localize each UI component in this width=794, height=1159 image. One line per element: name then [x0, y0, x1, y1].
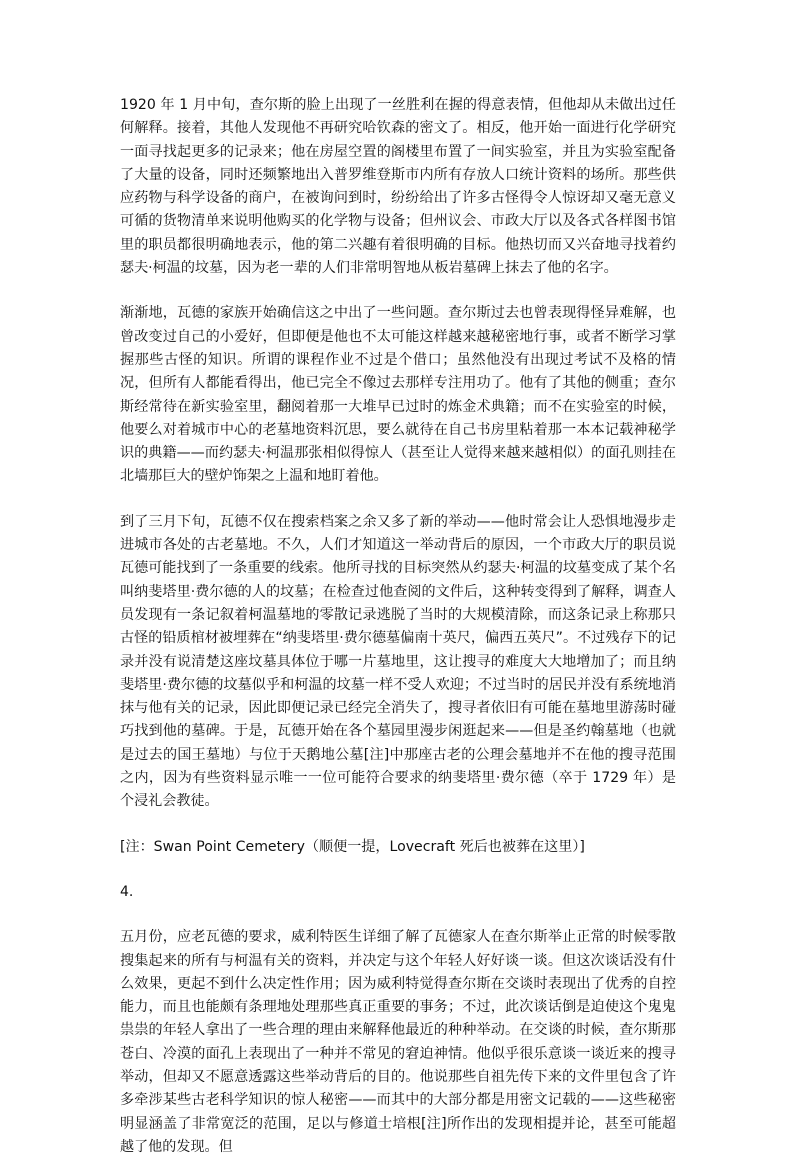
paragraph-3: 到了三月下旬，瓦德不仅在搜索档案之余又多了新的举动——他时常会让人恐惧地漫步走进城市各处的古老墓地。不久，人们才知道这一举动背后的原因，一个市政大厅的职员说瓦德可能找到了一条重要的线索。他所寻找的目标突然从约瑟夫·柯温的坟墓变成了某个名叫纳斐塔里·费尔德的人的坟墓；在检查过他查阅的文件后，这种转变得到了解释，调查人员发现有一条记叙着柯温墓地的零散记录逃脱了当时的大规模清除，而这条记录上称那只古怪的铅质棺材被埋葬在“纳斐塔里·费尔德墓偏南十英尺，偏西五英尺”。不过残存下的记录并没有说清楚这座坟墓具体位于哪一片墓地里，这让搜寻的难度大大地增加了；而且纳斐塔里·费尔德的坟墓似乎和柯温的坟墓一样不受人欢迎；不过当时的居民并没有系统地消抹与他有关的记录，因此即便记录已经完全消失了，搜寻者依旧有可能在墓地里游荡时碰巧找到他的墓碑。于是，瓦德开始在各个墓园里漫步闲逛起来——但是圣约翰墓地（也就是过去的国王墓地）与位于天鹅地公墓[注]中那座古老的公理会墓地并不在他的搜寻范围之内，因为有些资料显示唯一一位可能符合要求的纳斐塔里·费尔德（卒于 1729 年）是个浸礼会教徒。: [120, 513, 676, 810]
paragraph-gap: [120, 280, 676, 302]
footnote: [注：Swan Point Cemetery（顺便一提，Lovecraft 死后也被葬在这里）]: [120, 838, 585, 855]
paragraph-gap: [120, 859, 676, 881]
section-number: 4.: [120, 883, 134, 900]
paragraph-gap: [120, 489, 676, 511]
paragraph-5: 五月份，应老瓦德的要求，威利特医生详细了解了瓦德家人在查尔斯举止正常的时候零散搜集起来的所有与柯温有关的资料，并决定与这个年轻人好好谈一谈。但这次谈话没有什么效果，更起不到什么决定性作用；因为威利特觉得查尔斯在交谈时表现出了优秀的自控能力，而且也能颇有条理地处理那些真正重要的事务；不过，此次谈话倒是迫使这个鬼鬼祟祟的年轻人拿出了一些合理的理由来解释他最近的种种举动。在交谈的时候，查尔斯那苍白、冷漠的面孔上表现出了一种并不常见的窘迫神情。他似乎很乐意谈一谈近来的搜寻举动，但却又不愿意透露这些举动背后的目的。他说那些自祖先传下来的文件里包含了许多牵涉某些古老科学知识的惊人秘密——而其中的大部分都是用密文记载的——这些秘密明显涵盖了非常宽泛的范围，足以与修道士培根[注]所作出的发现相提并论，甚至可能超越了他的发现。但: [120, 929, 676, 1155]
document-body: [120, 94, 676, 1159]
paragraph-1: 1920 年 1 月中旬，查尔斯的脸上出现了一丝胜利在握的得意表情，但他却从未做出过任何解释。接着，其他人发现他不再研究哈钦森的密文了。相反，他开始一面进行化学研究一面寻找起更多的记录来；他在房屋空置的阁楼里布置了一间实验室，并且为实验室配备了大量的设备，同时还频繁地出入普罗维登斯市内所有存放人口统计资料的场所。那些供应药物与科学设备的商户，在被询问到时，纷纷给出了许多古怪得令人惊讶却又毫无意义可循的货物清单来说明他购买的化学物与设备；但州议会、市政大厅以及各式各样图书馆里的职员都很明确地表示，他的第二兴趣有着很明确的目标。他热切而又兴奋地寻找着约瑟夫·柯温的坟墓，因为老一辈的人们非常明智地从板岩墓碑上抹去了他的名字。: [120, 97, 676, 277]
paragraph-2: 渐渐地，瓦德的家族开始确信这之中出了一些问题。查尔斯过去也曾表现得怪异难解，也曾改变过自己的小爱好，但即便是他也不太可能这样越来越秘密地行事，或者不断学习掌握那些古怪的知识。所谓的课程作业不过是个借口；虽然他没有出现过考试不及格的情况，但所有人都能看得出，他已完全不像过去那样专注用功了。他有了其他的侧重；查尔斯经常待在新实验室里，翻阅着那一大堆早已过时的炼金术典籍；而不在实验室的时候，他要么对着城市中心的老墓地资料沉思，要么就待在自己书房里粘着那一本本记载神秘学识的典籍——而约瑟夫·柯温那张相似得惊人（甚至让人觉得来越来越相似）的面孔则挂在北墙那巨大的壁炉饰架之上温和地盯着他。: [120, 305, 676, 485]
paragraph-gap: [120, 904, 676, 926]
paragraph-gap: [120, 814, 676, 836]
